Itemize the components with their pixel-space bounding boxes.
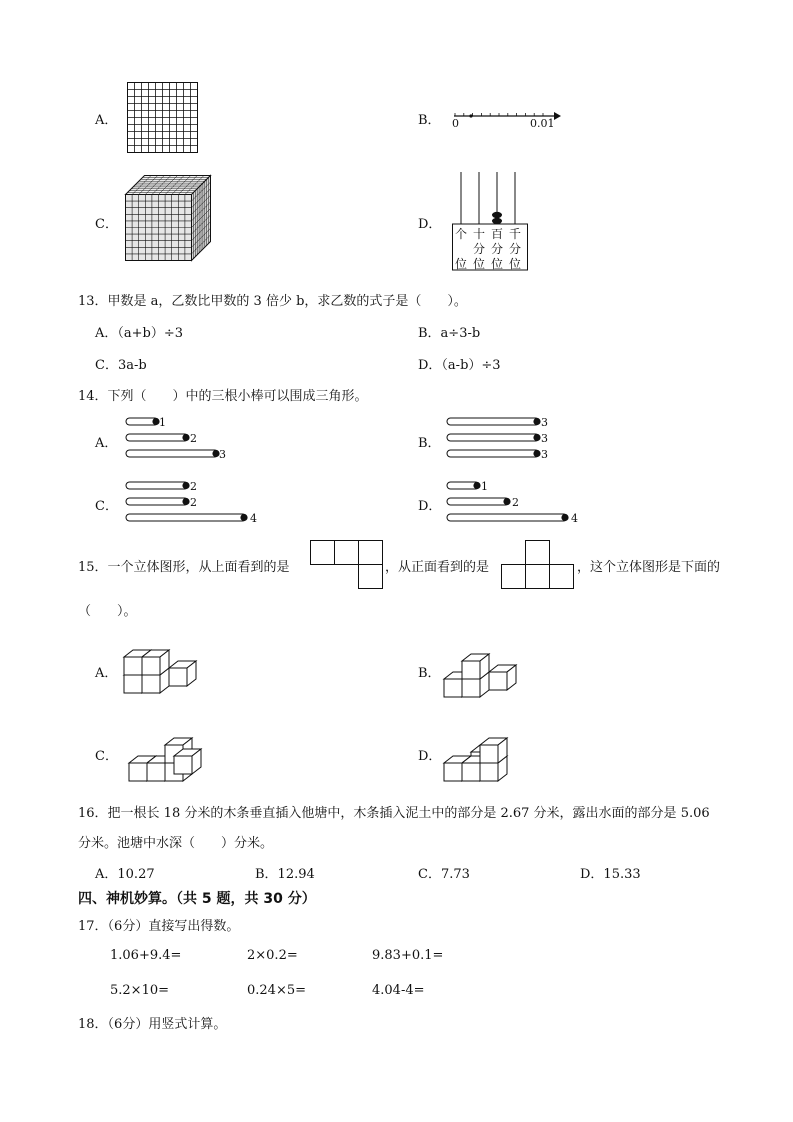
q12-option-b-label: B． — [418, 113, 441, 128]
q13-option-b[interactable]: B．a÷3-b — [418, 326, 481, 341]
abacus-label-shi: 十 — [473, 227, 486, 241]
section-4-title: 四、神机妙算。（共 5 题，共 30 分） — [78, 891, 316, 907]
abacus-label-fen-2: 分 — [491, 242, 504, 256]
q15-stem-part1: 15．一个立体图形，从上面看到的是 — [78, 560, 290, 575]
q16-stem-line2: 分米。池塘中水深（ ）分米。 — [78, 836, 274, 851]
q17-item-3: 9.83+0.1= — [372, 948, 444, 963]
abacus-label-ge: 个 — [455, 227, 468, 241]
abacus-label-wei-3: 位 — [491, 257, 504, 271]
q14-option-d-label[interactable]: D． — [418, 499, 442, 514]
q14-option-c-label[interactable]: C． — [95, 499, 118, 514]
abacus-label-fen-3: 分 — [509, 242, 522, 256]
q14-b-stick-2-label: 3 — [541, 432, 548, 445]
q12-option-d-label: D． — [418, 217, 442, 232]
q17-item-2: 2×0.2= — [247, 948, 298, 963]
q15-option-a-figure — [120, 630, 215, 700]
q13-option-d[interactable]: D．（a-b）÷3 — [418, 358, 501, 373]
q14-stem: 14．下列（ ）中的三根小棒可以围成三角形。 — [78, 389, 368, 404]
q15-option-d-label[interactable]: D． — [418, 749, 442, 764]
q14-option-b-label[interactable]: B． — [418, 436, 441, 451]
thousand-cube-figure — [125, 175, 220, 265]
q15-option-c-figure — [125, 718, 220, 788]
q13-option-a[interactable]: A．（a+b）÷3 — [95, 326, 184, 341]
q14-c-stick-3-label: 4 — [250, 512, 257, 525]
q14-c-stick-2-label: 2 — [190, 496, 197, 509]
q13-option-c[interactable]: C．3a-b — [95, 358, 147, 373]
q14-d-stick-2-label: 2 — [512, 496, 519, 509]
q15-option-c-label[interactable]: C． — [95, 749, 118, 764]
q14-option-a-label[interactable]: A． — [95, 436, 118, 451]
abacus-label-wei-1: 位 — [455, 257, 468, 271]
abacus-label-qian: 千 — [509, 227, 522, 241]
top-view-figure — [310, 540, 385, 590]
q14-d-stick-1-label: 1 — [481, 480, 488, 493]
q15-stem-part2: ，从正面看到的是 — [385, 560, 490, 575]
q16-option-c[interactable]: C．7.73 — [418, 867, 470, 882]
q17-item-6: 4.04-4= — [372, 983, 425, 998]
hundred-grid-figure — [127, 82, 199, 154]
q15-option-b-figure — [440, 634, 535, 704]
q14-b-stick-1-label: 3 — [541, 416, 548, 429]
q14-a-stick-3-label: 3 — [219, 448, 226, 461]
q14-c-stick-1-label: 2 — [190, 480, 197, 493]
q16-stem-line1: 16．把一根长 18 分米的木条垂直插入他塘中，木条插入泥土中的部分是 2.67 分米，露出水面的部分是 5.06 — [78, 806, 710, 821]
q15-option-b-label[interactable]: B． — [418, 666, 441, 681]
q14-a-stick-2-label: 2 — [190, 432, 197, 445]
q17-stem: 17．（6分）直接写出得数。 — [78, 919, 240, 934]
q12-option-a-label: A． — [95, 113, 118, 128]
q16-option-a[interactable]: A．10.27 — [95, 867, 155, 882]
q15-option-a-label[interactable]: A． — [95, 666, 118, 681]
abacus-label-wei-2: 位 — [473, 257, 486, 271]
number-line-start-label: 0 — [452, 117, 459, 130]
q12-option-c-label: C． — [95, 217, 118, 232]
q16-option-b[interactable]: B．12.94 — [255, 867, 315, 882]
abacus-label-fen-1: 分 — [473, 242, 486, 256]
q15-stem-part3: ，这个立体图形是下面的 — [577, 560, 721, 575]
q15-option-d-figure — [440, 718, 535, 788]
q14-option-b-sticks — [446, 416, 556, 464]
q15-stem-part4: （ ）。 — [78, 604, 137, 619]
q13-stem: 13．甲数是 a，乙数比甲数的 3 倍少 b，求乙数的式子是（ ）。 — [78, 294, 467, 309]
q17-item-1: 1.06+9.4= — [110, 948, 182, 963]
abacus-label-bai: 百 — [491, 227, 504, 241]
q18-stem: 18．（6分）用竖式计算。 — [78, 1017, 227, 1032]
number-line-end-label: 0.01 — [530, 117, 555, 130]
front-view-figure — [501, 540, 577, 590]
abacus-label-wei-4: 位 — [509, 257, 522, 271]
q14-b-stick-3-label: 3 — [541, 448, 548, 461]
q17-item-5: 0.24×5= — [247, 983, 307, 998]
q17-item-4: 5.2×10= — [110, 983, 170, 998]
q16-option-d[interactable]: D．15.33 — [580, 867, 641, 882]
q14-a-stick-1-label: 1 — [159, 416, 166, 429]
q14-d-stick-3-label: 4 — [571, 512, 578, 525]
